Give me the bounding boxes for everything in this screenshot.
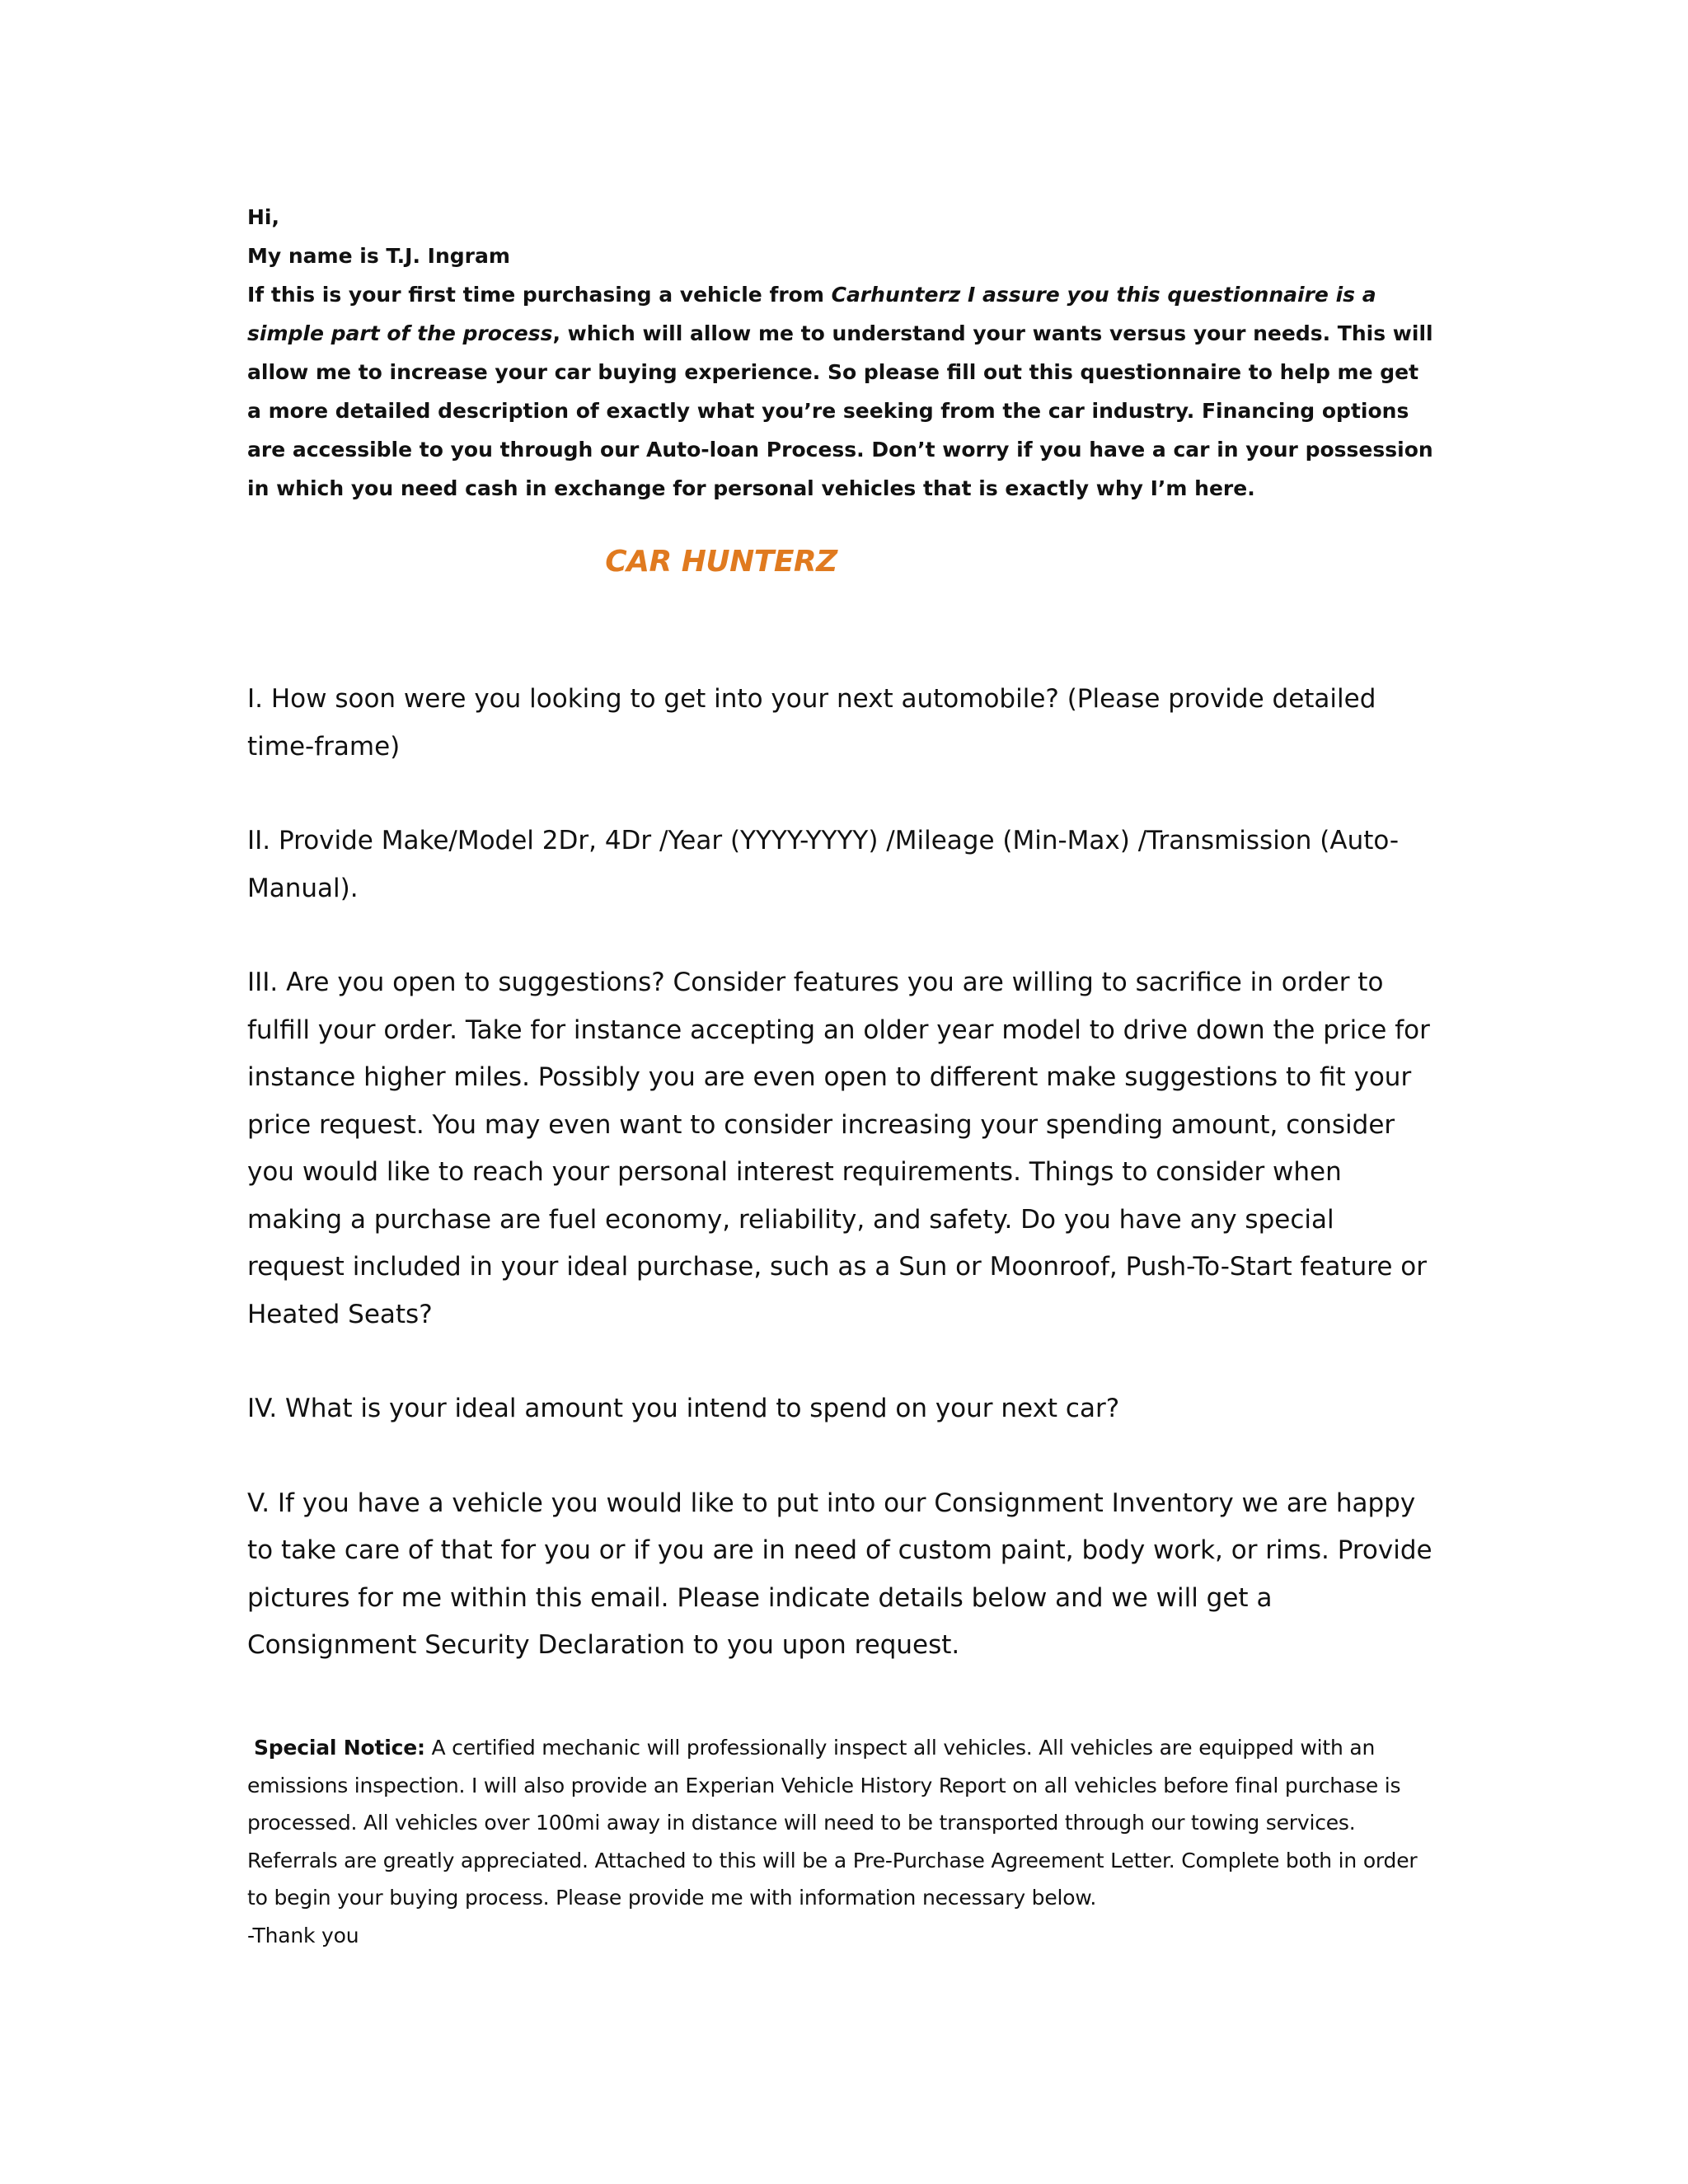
intro-italic: Carhunterz I assure you this questionnaire is a simple part of the process xyxy=(247,283,1376,345)
special-notice xyxy=(247,1729,1434,1954)
intro-rest: , which will allow me to understand your wants versus your needs. This will allow me to increase your car buying experience. So please fill out this questionnaire to help me get a more detailed description of exactly what you’re seeking from the car industry. Financing options are accessible to you through our Auto-loan Process. Don’t worry if you have a car in your possession in which you need cash in exchange for personal vehicles that is exactly why I’m here. xyxy=(247,321,1433,500)
question-4: IV. What is your ideal amount you intend to spend on your next car? xyxy=(247,1394,1120,1423)
question-2: II. Provide Make/Model 2Dr, 4Dr /Year (YYYY-YYYY) /Mileage (Min-Max) /Transmission (Auto-Manual). xyxy=(247,826,1400,903)
questionnaire xyxy=(247,676,1434,1670)
notice-text: A certified mechanic will professionally inspect all vehicles. All vehicles are equipped with an emissions inspection. I will also provide an Experian Vehicle History Report on all vehicles before final purchase is processed. All vehicles over 100mi away in distance will need to be transported through our towing services. Referrals are greatly appreciated. Attached to this will be a Pre-Purchase Agreement Letter. Complete both in order to begin your buying process. Please provide me with information necessary below. xyxy=(247,1736,1418,1910)
intro-paragraph xyxy=(247,275,1434,508)
question-1: I. How soon were you looking to get into your next automobile? (Please provide detailed time-frame) xyxy=(247,684,1376,762)
name-line: My name is T.J. Ingram xyxy=(247,244,510,268)
question-5: V. If you have a vehicle you would like to put into our Consignment Inventory we are happy to take care of that for you or if you are in need of custom paint, body work, or rims. Provide pictures for me within this email. Please indicate details below and we will get a Consignment Security Declaration to you upon request. xyxy=(247,1488,1432,1660)
question-3: III. Are you open to suggestions? Consider features you are willing to sacrifice in order to fulfill your order. Take for instance accepting an older year model to drive down the price for instance higher miles. Possibly you are even open to different make suggestions to fit your price request. You may even want to consider increasing your spending amount, consider you would like to reach your personal interest requirements. Things to consider when making a purchase are fuel economy, reliability, and safety. Do you have any special request included in your ideal purchase, such as a Sun or Moonroof, Push-To-Start feature or Heated Seats? xyxy=(247,968,1430,1329)
notice-label: Special Notice: xyxy=(254,1736,425,1760)
brand-title: CAR HUNTERZ xyxy=(605,545,837,579)
letter-body xyxy=(247,198,1434,1670)
notice-paragraph xyxy=(247,1729,1434,1917)
intro-section xyxy=(247,198,1434,508)
greeting: Hi, xyxy=(247,205,279,229)
signoff: -Thank you xyxy=(247,1923,359,1947)
intro-start: If this is your first time purchasing a vehicle from xyxy=(247,283,832,307)
